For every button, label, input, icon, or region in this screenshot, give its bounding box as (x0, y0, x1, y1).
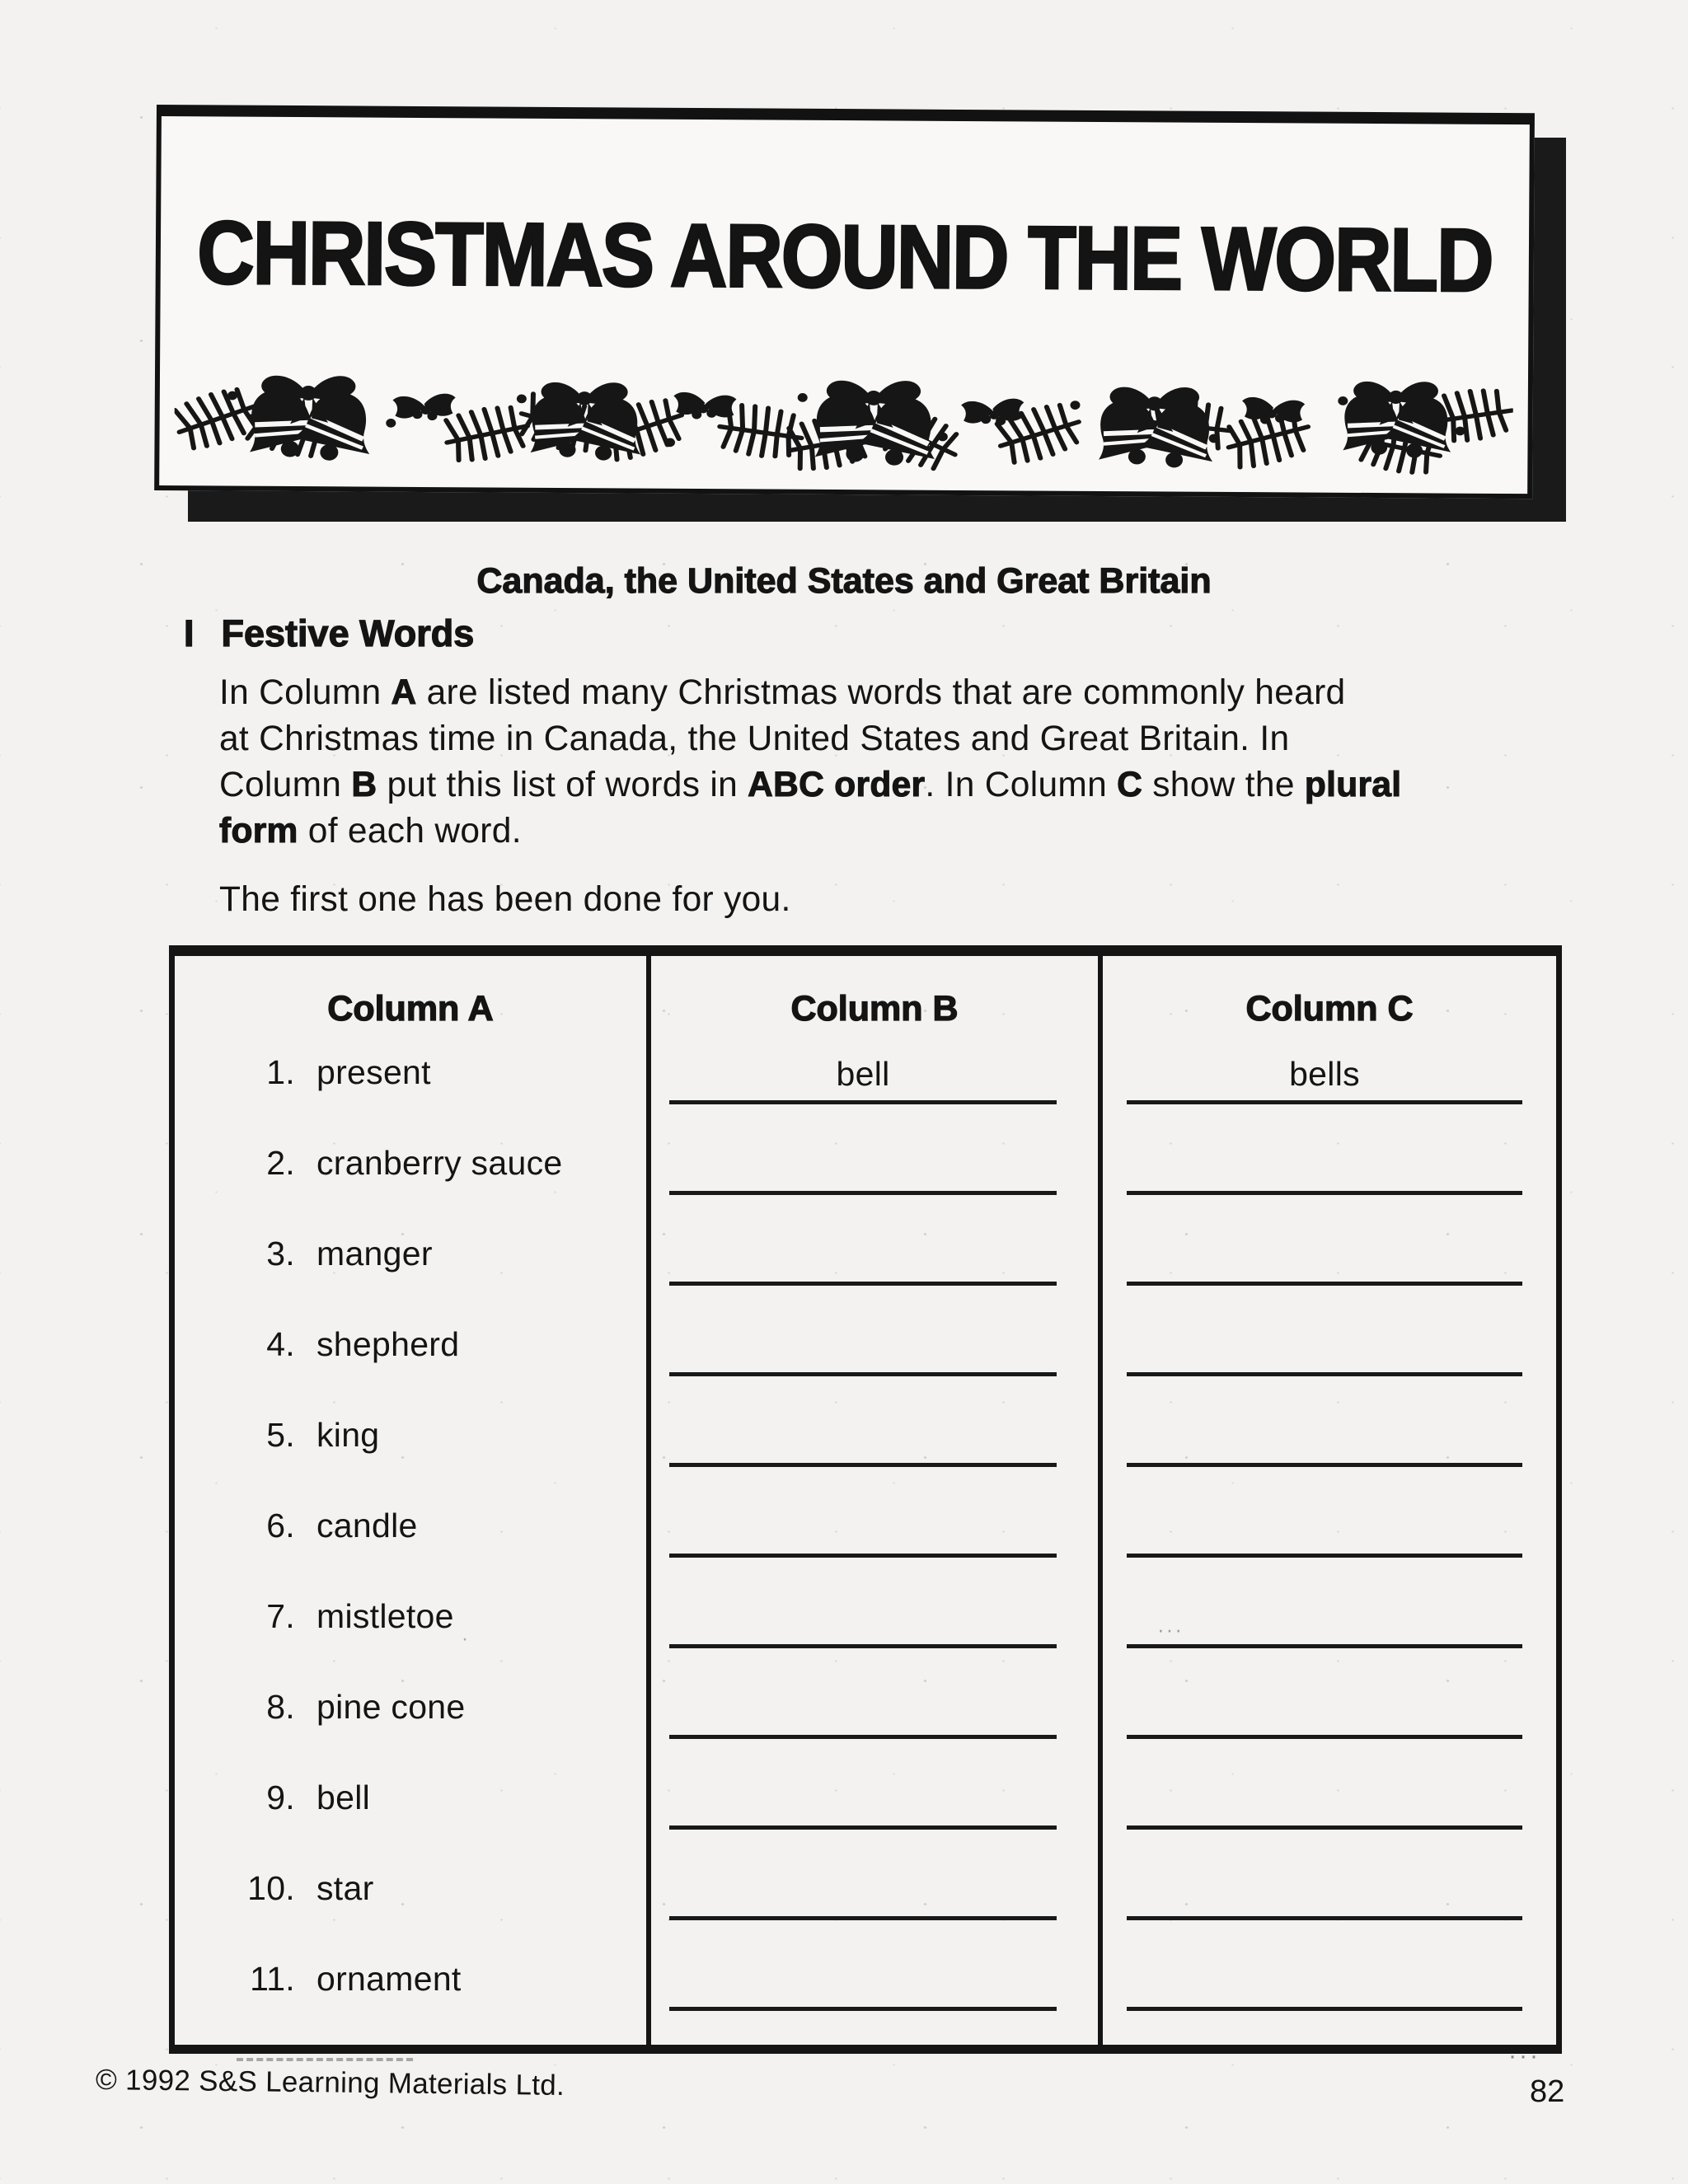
row-number: 1. (266, 1053, 295, 1091)
row-number: 7. (266, 1597, 295, 1635)
answer-line-b[interactable] (669, 2007, 1057, 2011)
answer-line-c[interactable] (1127, 1735, 1522, 1739)
row-number: 2. (266, 1144, 295, 1182)
instructions-paragraph (219, 670, 1538, 855)
festive-words-table (169, 945, 1562, 2054)
row-number: 9. (266, 1779, 295, 1816)
row-number: 8. (266, 1688, 295, 1726)
answer-line-c[interactable] (1127, 2007, 1522, 2011)
word-label: pine cone (316, 1688, 466, 1726)
answer-line-b[interactable] (669, 1372, 1057, 1376)
holly-icon (392, 393, 455, 420)
answer-text-c: bells (1289, 1055, 1360, 1093)
column-divider (646, 956, 651, 2045)
column-a-header: Column A (327, 989, 494, 1029)
answer-line-b[interactable] (669, 1644, 1057, 1648)
answer-line-c[interactable] (1127, 1282, 1522, 1286)
word-label: ornament (316, 1960, 462, 1998)
answer-line-b[interactable] (669, 1825, 1057, 1830)
answer-text-b: bell (836, 1055, 890, 1093)
scan-artifact (237, 2058, 413, 2061)
instruction-line: Column B put this list of words in ABC order. In Column C show the plural (219, 766, 1402, 804)
row-number: 3. (266, 1235, 295, 1272)
holly-icon (961, 398, 1024, 425)
instruction-line: form of each word. (219, 812, 522, 851)
copyright-notice: © 1992 S&S Learning Materials Ltd. (95, 2064, 565, 2102)
section-heading (184, 612, 474, 655)
answer-line-c[interactable] (1127, 1191, 1522, 1195)
bell-icon (232, 375, 383, 468)
word-label: present (316, 1053, 431, 1091)
title-banner (154, 105, 1535, 499)
answer-line-c[interactable] (1127, 1100, 1522, 1104)
row-number: 4. (266, 1325, 295, 1363)
row-number: 10. (247, 1869, 295, 1907)
word-label: shepherd (316, 1325, 460, 1363)
answer-line-c[interactable] (1127, 1825, 1522, 1830)
answer-line-b[interactable] (669, 1554, 1057, 1558)
answer-line-b[interactable] (669, 1735, 1057, 1739)
answer-line-b[interactable] (669, 1282, 1057, 1286)
column-b-header: Column B (790, 989, 959, 1029)
column-c-header: Column C (1245, 989, 1414, 1029)
answer-line-b[interactable] (669, 1916, 1057, 1920)
example-note: The first one has been done for you. (219, 880, 791, 919)
page-title: CHRISTMAS AROUND THE WORLD (197, 203, 1493, 311)
scan-artifact: · (462, 1628, 468, 1650)
section-title: Festive Words (221, 612, 475, 654)
answer-line-c[interactable] (1127, 1372, 1522, 1376)
word-label: mistletoe (316, 1597, 454, 1635)
word-label: cranberry sauce (316, 1144, 563, 1182)
row-number: 6. (266, 1507, 295, 1544)
page-number: 82 (1530, 2074, 1565, 2109)
word-label: king (316, 1416, 380, 1454)
word-label: bell (316, 1779, 371, 1816)
row-number: 5. (266, 1416, 295, 1454)
instruction-line: In Column A are listed many Christmas words that are commonly heard (219, 673, 1346, 712)
answer-line-c[interactable] (1127, 1554, 1522, 1558)
row-number: 11. (250, 1960, 295, 1998)
word-label: star (316, 1869, 374, 1907)
column-divider (1098, 956, 1103, 2045)
answer-line-c[interactable] (1127, 1463, 1522, 1467)
instruction-line: at Christmas time in Canada, the United States and Great Britain. In (219, 719, 1290, 758)
answer-line-b[interactable] (669, 1463, 1057, 1467)
answer-line-c[interactable] (1127, 1644, 1522, 1648)
answer-line-b[interactable] (669, 1191, 1057, 1195)
section-number: I (184, 612, 195, 654)
scan-artifact: ··· (1508, 2042, 1540, 2069)
christmas-garland-icon (174, 370, 1513, 504)
answer-line-b[interactable] (669, 1100, 1057, 1104)
word-label: manger (316, 1235, 433, 1272)
scan-artifact: ··· (1157, 1617, 1184, 1642)
answer-line-c[interactable] (1127, 1916, 1522, 1920)
worksheet-subtitle: Canada, the United States and Great Britain (476, 561, 1212, 601)
holly-icon (1242, 397, 1305, 424)
word-label: candle (316, 1507, 418, 1544)
bell-icon (1083, 387, 1226, 475)
